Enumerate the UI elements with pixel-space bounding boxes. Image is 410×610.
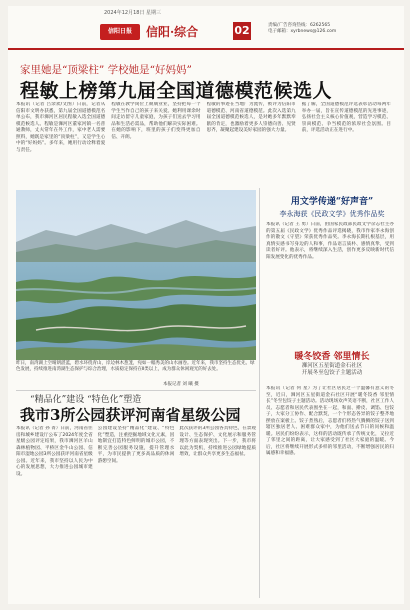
essay-subheadline — [262, 363, 402, 377]
section-title: 信阳·综合 — [146, 25, 199, 39]
newspaper-page — [8, 6, 404, 604]
column-divider — [259, 188, 260, 598]
editor-info — [268, 23, 336, 35]
second-article-body — [16, 426, 256, 598]
lead-headline: 程敏上榜第九届全国道德模范候选人 — [20, 80, 333, 102]
editor-line-1: 责编/广告咨询热线：6262565 — [268, 23, 331, 28]
lead-column-3: 程敏的事迹在当地广为流传，被评为信阳市道德模范、河南省道德模范。此次入选第九届全国道德模范候选人，是对她多年默默奉献的肯定，也激励着更多人崇德向善、见贤思齐，凝聚起建设美好家园的强大力量。 — [206, 102, 296, 133]
second-kicker: “精品化”建设 “特色化”塑造 — [30, 395, 142, 405]
section-divider — [16, 390, 256, 391]
newspaper-logo: 信阳日报 — [100, 24, 140, 40]
essay-body: 本报讯（记者 何 星）为了让社区居民过一个温馨有意义的冬至，近日，浉河区五星街道金石社区开展“暖冬饺香 邻里情长”冬至包饺子主题活动。活动现场欢声笑语不断，社区工作人员、志愿者和居民代表围坐在一起，和面、擀皮、调馅、包饺子，大家分工协作、配合默契，一个个形态各异的饺子整齐地摆放在案板上。饺子煮熟后，志愿者们将热气腾腾的饺子送到辖区独居老人、困难群众家中，为他们送去节日的问候和温暖。居民们纷纷表示，这样的活动既传承了传统文化，又拉近了邻里之间的距离，让大家感受到了社区大家庭的温暖。今后，社区将继续开展形式多样的邻里活动，不断增强居民的归属感和幸福感。 — [266, 386, 394, 456]
sidebar-body: 本报讯（记者 王 勇）日前，由国家民政部民政文学杂志社主办的第五届《民政文学》优秀作品评选揭晓，我市作家李永海创作的散文《守望》荣获优秀作品奖。李永海长期扎根基层，用真情实感书写身边的人和事，作品语言质朴、感情真挚，受到读者好评。他表示，将继续深入生活，创作更多反映新时代信阳发展变化的优秀作品。 — [266, 222, 394, 260]
lead-column-2: 程敏在教学岗位上兢兢业业，坚持把每一个学生当作自己的孩子来关爱。她利用课余时间走访留守儿童家庭，为孩子们送去学习用品和生活必需品，帮助他们解决实际困难。在她的影响下，班里的孩子们变得更加自信、开朗。 — [111, 102, 201, 140]
lead-article-body — [16, 102, 391, 184]
second-headline: 我市3所公园获评河南省星级公园 — [20, 406, 241, 424]
page-number: 02 — [233, 22, 251, 40]
lead-column-1: 本报讯（记者 吕余欢/文图）日前，记者从信阳市文明办获悉，第九届全国道德模范名单公布，我市浉河区居民程敏入选全国道德模范候选人。程敏是浉河区董家河镇一名普通教师，丈夫常年在外工作，家中老人需要照料，她既是家里的“顶梁柱”，又是学生心中的“好妈妈”。多年来，她用行动诠释着爱与责任。 — [16, 102, 106, 153]
lake-scene-image — [16, 190, 256, 360]
second-column-3: 此次获评的3所公园各具特色，在景观设计、生态保护、文化展示和服务管理等方面表现突出。下一步，我市将以此为契机，持续推进公园绿地提质增效，让群众共享更多生态福祉。 — [179, 426, 257, 457]
lead-column-4: 据了解，全国道德模范评选表彰活动每两年举办一届，旨在宣传道德模范的先进事迹，弘扬社会主义核心价值观，营造学习模范、崇尚模范、争当模范的浓厚社会氛围。目前，评选活动正在进行中。 — [301, 102, 391, 133]
masthead — [8, 20, 404, 50]
second-column-1: 本报讯（记者 孙 菁）日前，河南省住房和城乡建设厅公布了2024年度全省星级公园评定结果，我市浉河区羊山森林植物园、平桥区金牛山公园、信阳市湿地公园3所公园获评河南省星级公园。近年来，我市坚持以人民为中心的发展思想，大力推进公园城市建设。 — [16, 426, 93, 477]
sidebar-subheadline: 李永海获《民政文学》优秀作品奖 — [279, 210, 385, 218]
issue-date: 2024年12月18日 星期三 — [104, 10, 162, 16]
second-column-2: 公园建设坚持“精品化”建设、“特色化”塑造，注重挖掘地域文化元素，因地制宜打造特色鲜明的城市公园，不断完善公园服务设施，提升管理水平，为市民提供了更多高品质的休闲游憩空间。 — [97, 426, 175, 464]
sidebar-headline: 用文学传递“好声音” — [290, 197, 374, 207]
lead-kicker: 家里她是“顶梁柱” 学校她是“好妈妈” — [20, 64, 192, 76]
landscape-photo — [16, 190, 256, 360]
essay-subheadline-line-1: 浉河区五星街道金石社区 — [301, 363, 363, 369]
editor-line-2: 电子邮箱：xyrbnews@126.com — [268, 29, 337, 34]
essay-headline: 暖冬饺香 邻里情长 — [294, 352, 370, 362]
date-line — [8, 6, 404, 20]
photo-credit: 本报记者 刘 曦 摄 — [163, 382, 199, 387]
essay-subheadline-line-2: 开展冬至包饺子主题活动 — [301, 370, 363, 376]
photo-caption: 昨日，南湾湖上空晴朗湛蓝，碧水环绕青山，岸边林木葱茏，宛如一幅秀美的山水画卷。近年来，我市坚持生态优先、绿色发展，持续推进南湾湖生态保护与综合治理，水质稳定保持在Ⅱ类以上，成为群众休闲观光的好去处。 — [16, 361, 255, 373]
